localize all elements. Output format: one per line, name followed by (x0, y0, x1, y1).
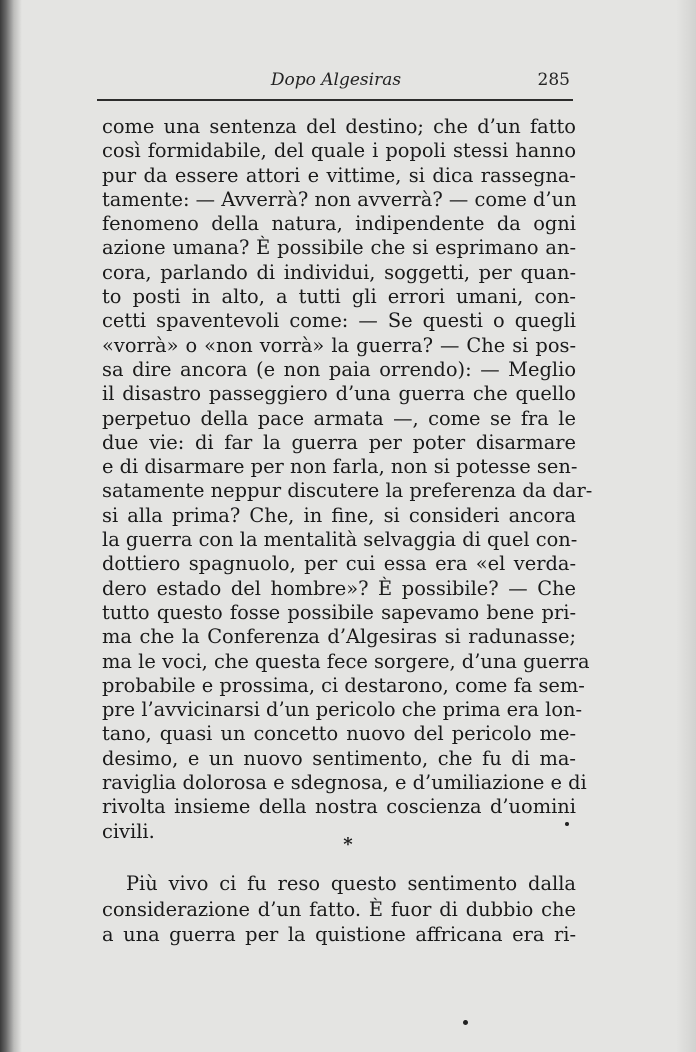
text-line: probabile e prossima, ci destarono, come fa sem- (102, 673, 585, 697)
text-line: dero estado del hombre»? È possibile? — Che (102, 576, 576, 600)
asterisk: * (343, 834, 353, 855)
text-line: pre l’avvicinarsi d’un pericolo che prima era lon- (102, 698, 583, 722)
text-line: così formidabile, del quale i popoli stessi hanno (102, 139, 576, 163)
ink-speck (463, 1020, 468, 1025)
text-line: due vie: di far la guerra per poter disarmare (102, 430, 576, 454)
text-line: «vorrà» o «non vorrà» la guerra? — Che si pos- (102, 333, 576, 357)
page-edge-shade (676, 0, 696, 1052)
paragraph-2 (102, 871, 576, 948)
text-line: cora, parlando di individui, soggetti, per quan- (102, 260, 576, 284)
page-header (100, 70, 572, 94)
section-break-asterisk (0, 834, 696, 855)
paragraph-1 (102, 115, 593, 844)
text-line: tamente: — Avverrà? non avverrà? — come d’un (102, 187, 577, 211)
text-line: tano, quasi un concetto nuovo del pericolo me- (102, 722, 576, 746)
text-line: il disastro passeggiero d’una guerra che quello (102, 382, 576, 406)
text-line: a una guerra per la quistione affricana era ri- (102, 923, 576, 946)
text-line: ma che la Conferenza d’Algesiras si radunasse; (102, 625, 576, 649)
text-line: la guerra con la mentalità selvaggia di quel con- (102, 528, 578, 552)
text-line: considerazione d’un fatto. È fuor di dubbio che (102, 897, 576, 921)
text-line: satamente neppur discutere la preferenza da dar- (102, 479, 593, 503)
text-line: tutto questo fosse possibile sapevamo bene pri- (102, 600, 576, 624)
text-line: sa dire ancora (e non paia orrendo): — Meglio (102, 357, 576, 381)
text-line: fenomeno della natura, indipendente da ogni (102, 212, 576, 236)
text-line: si alla prima? Che, in fine, si consideri ancora (102, 503, 576, 527)
text-line: come una sentenza del destino; che d’un fatto (102, 115, 576, 138)
text-line: civili. (102, 819, 155, 843)
text-line: pur da essere attori e vittime, si dica rassegna- (102, 163, 576, 187)
text-line: e di disarmare per non farla, non si potesse sen- (102, 455, 578, 479)
book-gutter-shadow (0, 0, 22, 1052)
text-line: to posti in alto, a tutti gli errori umani, con- (102, 285, 576, 309)
text-line: Più vivo ci fu reso questo sentimento dalla (126, 872, 576, 895)
text-line: azione umana? È possibile che si esprimano an- (102, 236, 576, 260)
text-line: desimo, e un nuovo sentimento, che fu di ma- (102, 746, 576, 770)
page-number: 285 (537, 70, 570, 90)
text-line: raviglia dolorosa e sdegnosa, e d’umiliazione e di (102, 771, 587, 795)
running-title: Dopo Algesiras (270, 70, 402, 90)
ink-speck (565, 822, 569, 826)
text-line: dottiero spagnuolo, per cui essa era «el verda- (102, 552, 576, 576)
text-line: cetti spaventevoli come: — Se questi o quegli (102, 309, 576, 333)
text-line: rivolta insieme della nostra coscienza d’uomini (102, 795, 576, 819)
text-line: perpetuo della pace armata —, come se fra le (102, 406, 576, 430)
header-rule (97, 99, 573, 101)
text-line: ma le voci, che questa fece sorgere, d’una guerra (102, 649, 590, 673)
